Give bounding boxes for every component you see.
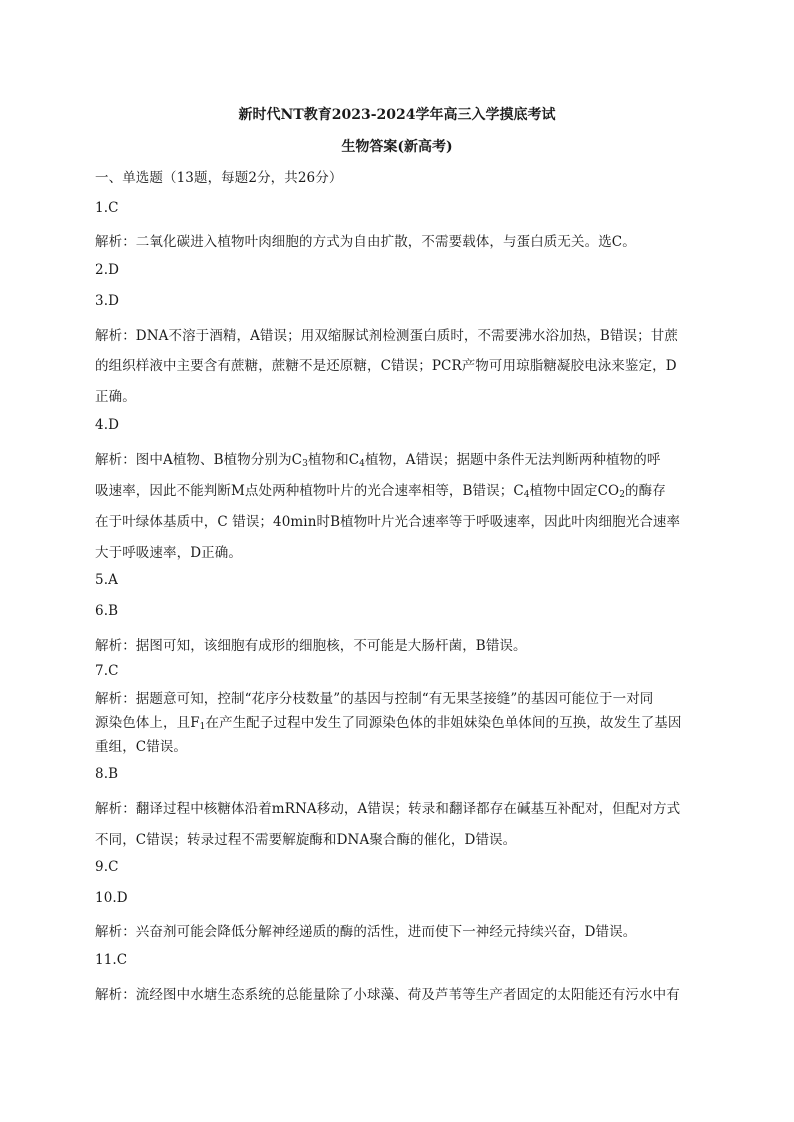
explanation-7-line-3: 重组，C错误。 <box>95 739 188 755</box>
explanation-4-line-4: 大于呼吸速率，D正确。 <box>95 545 242 561</box>
answer-2: 2.D <box>95 262 120 278</box>
page-subtitle: 生物答案(新高考) <box>341 139 453 155</box>
explanation-11-line-1: 解析：流经图中水塘生态系统的总能量除了小球藻、荷及芦苇等生产者固定的太阳能还有污水中有 <box>95 987 680 1003</box>
explanation-4-line-1: 解析：图中A植物、B植物分别为$C_3$植物和$C_4$植物，A错误；据题中条件无法判断两种植物的呼 <box>95 452 661 469</box>
section-heading: 一、单选题（13题，每题2分，共26分） <box>95 170 343 186</box>
explanation-3-line-3: 正确。 <box>95 389 136 405</box>
answer-10: 10.D <box>95 890 128 906</box>
explanation-8-line-1: 解析：翻译过程中核糖体沿着mRNA移动，A错误；转录和翻译都存在碱基互补配对，但配对方式 <box>95 801 681 817</box>
answer-9: 9.C <box>95 859 119 875</box>
explanation-4-line-3: 在于叶绿体基质中，C 错误；40min时B植物叶片光合速率等于呼吸速率，因此叶肉细胞光合速率 <box>95 514 681 530</box>
explanation-10: 解析：兴奋剂可能会降低分解神经递质的酶的活性，进而使下一神经元持续兴奋，D错误。 <box>95 924 637 940</box>
explanation-7-line-1: 解析：据题意可知，控制“花序分枝数量”的基因与控制“有无果茎接缝”的基因可能位于一对同 <box>95 691 654 707</box>
answer-4: 4.D <box>95 417 120 433</box>
answer-7: 7.C <box>95 663 119 679</box>
explanation-3-line-1: 解析：DNA不溶于酒精，A错误；用双缩脲试剂检测蛋白质时，不需要沸水浴加热，B错误；甘蔗 <box>95 328 678 344</box>
answer-1: 1.C <box>95 200 119 216</box>
answer-8: 8.B <box>95 766 119 782</box>
answer-6: 6.B <box>95 603 119 619</box>
explanation-4-line-2: 吸速率，因此不能判断M点处两种植物叶片的光合速率相等，B错误；$C_4$植物中固定$CO_2$的酶存 <box>95 483 666 500</box>
explanation-7-line-2: 源染色体上，且$F_1$在产生配子过程中发生了同源染色体的非姐妹染色单体间的互换，故发生了基因 <box>95 715 682 732</box>
answer-11: 11.C <box>95 952 128 968</box>
answer-5: 5.A <box>95 572 118 588</box>
explanation-1: 解析：二氧化碳进入植物叶肉细胞的方式为自由扩散，不需要载体，与蛋白质无关。选C。 <box>95 234 636 250</box>
explanation-3-line-2: 的组织样液中主要含有蔗糖，蔗糖不是还原糖，C错误；PCR产物可用琼脂糖凝胶电泳来鉴定，D <box>95 358 677 374</box>
explanation-6: 解析：据图可知，该细胞有成形的细胞核，不可能是大肠杆菌，B错误。 <box>95 638 527 654</box>
answer-3: 3.D <box>95 293 120 309</box>
page-title: 新时代NT教育2023-2024学年高三入学摸底考试 <box>238 107 556 123</box>
explanation-8-line-2: 不同，C错误；转录过程不需要解旋酶和DNA聚合酶的催化，D错误。 <box>95 832 517 848</box>
